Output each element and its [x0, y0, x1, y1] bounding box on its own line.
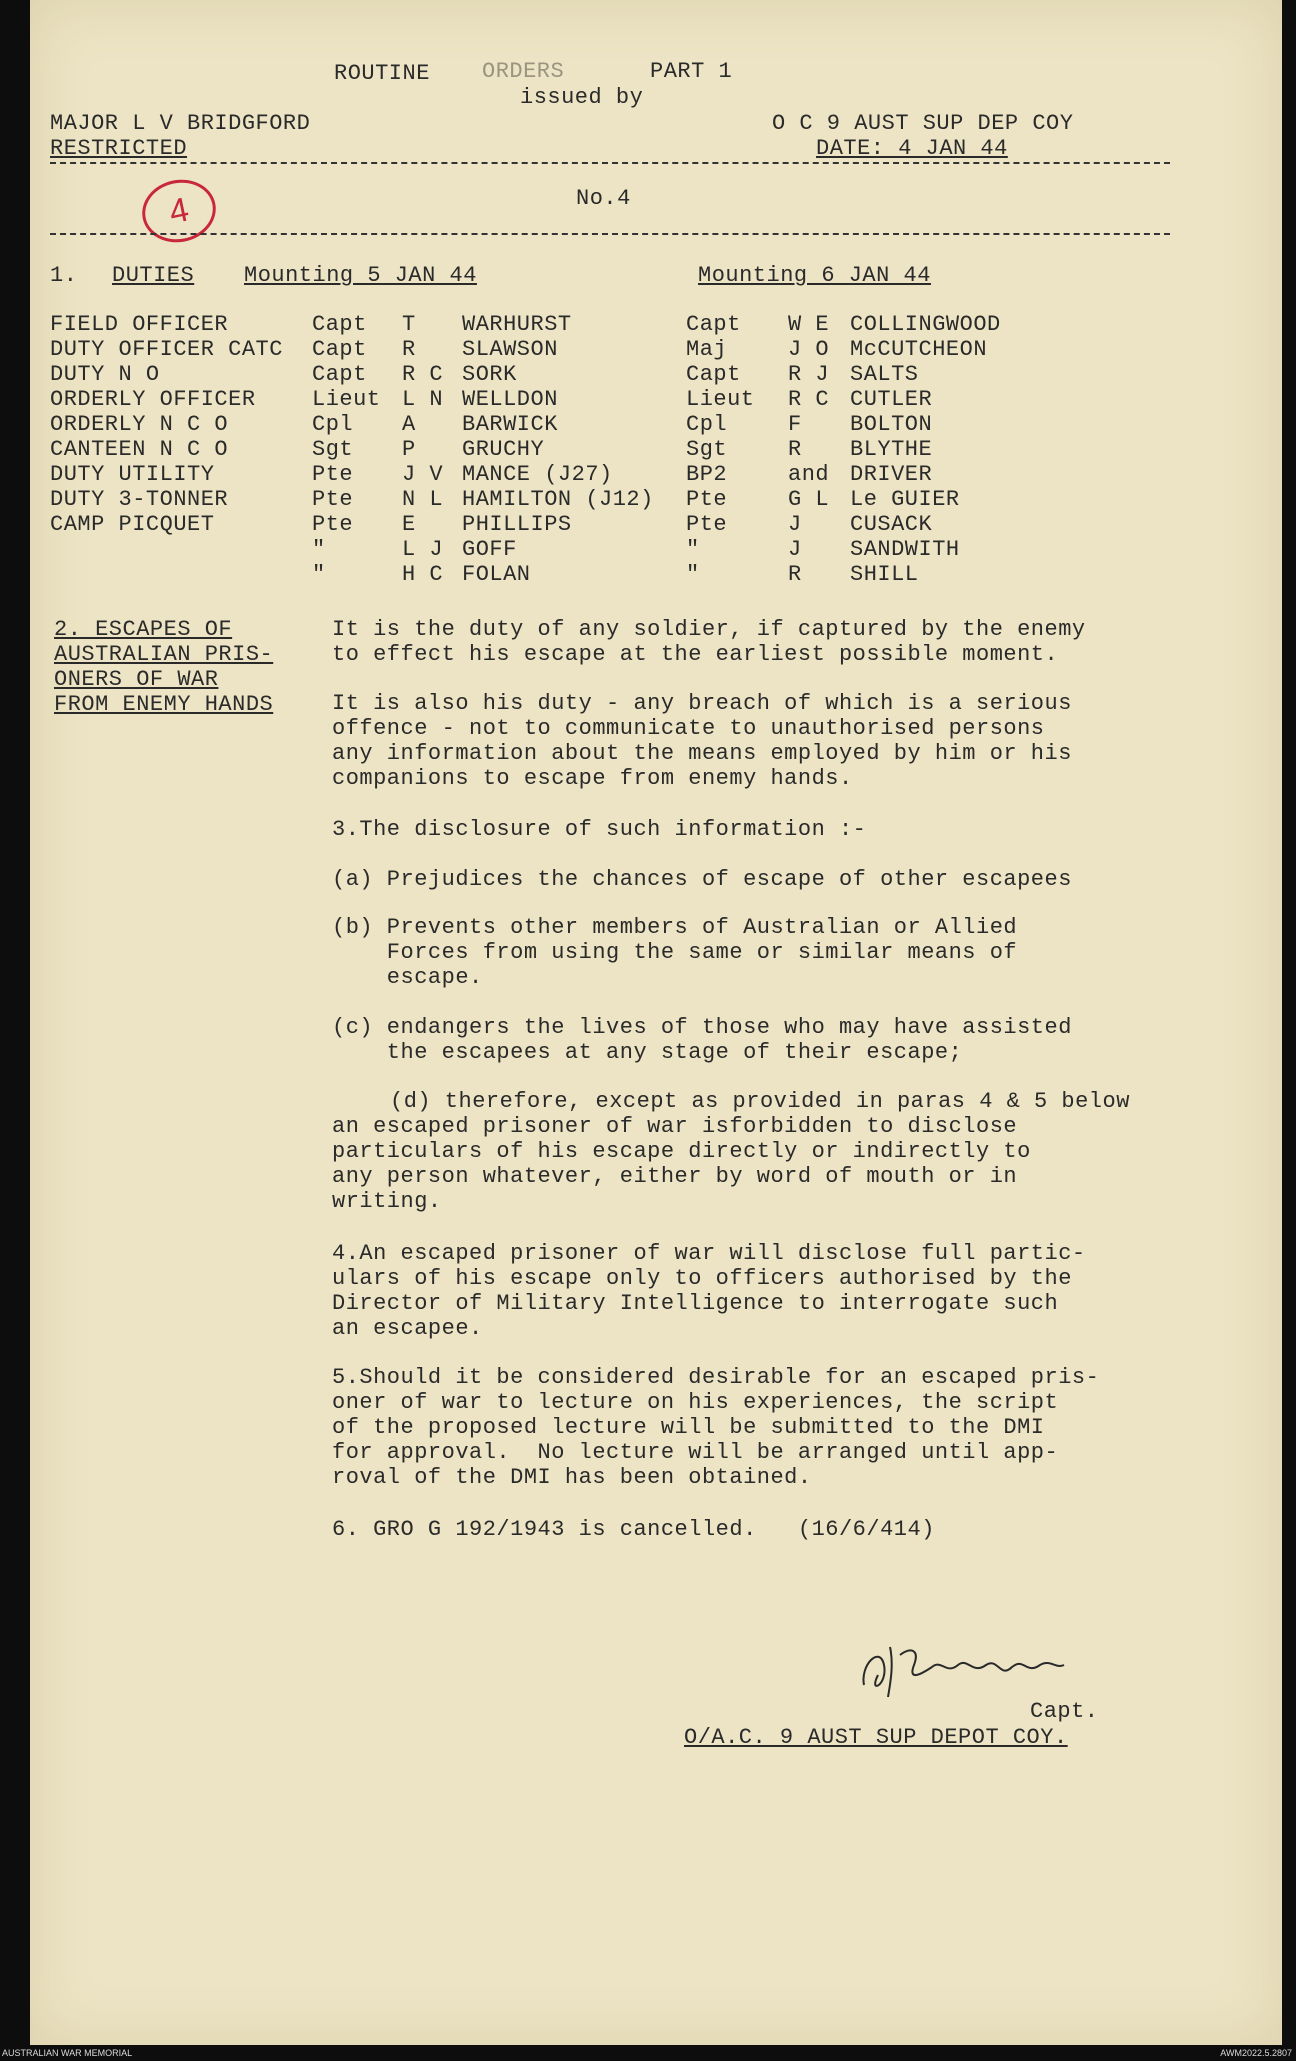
para-5-line: for approval. No lecture will be arranged until app- — [332, 1440, 1059, 1465]
rank-day-1: Cpl — [312, 412, 354, 437]
para-d-line: (d) therefore, except as provided in paras 4 & 5 below — [390, 1089, 1130, 1114]
name-day-1: WELLDON — [462, 387, 558, 412]
para-d-line: particulars of his escape directly or indirectly to — [332, 1139, 1031, 1164]
para-2-line: It is also his duty - any breach of which is a serious — [332, 691, 1072, 716]
rank-day-2: " — [686, 562, 700, 587]
orders-label: ORDERS — [482, 59, 565, 84]
name-day-2: COLLINGWOOD — [850, 312, 1001, 337]
duty-role: DUTY 3-TONNER — [50, 487, 229, 512]
part-label: PART 1 — [650, 59, 733, 84]
initials-day-1: N L — [402, 487, 444, 512]
initials-day-1: R C — [402, 362, 444, 387]
para-d-line: any person whatever, either by word of mouth or in — [332, 1164, 1018, 1189]
initials-day-2: R — [788, 437, 802, 462]
initials-day-1: H C — [402, 562, 444, 587]
initials-day-1: E — [402, 512, 416, 537]
divider-top — [50, 162, 1170, 164]
name-day-1: PHILLIPS — [462, 512, 572, 537]
para-d-line: an escaped prisoner of war isforbidden to disclose — [332, 1114, 1018, 1139]
para-b-line: Forces from using the same or similar means of — [332, 940, 1018, 965]
initials-day-1: P — [402, 437, 416, 462]
rank-day-2: Lieut — [686, 387, 755, 412]
duty-role: FIELD OFFICER — [50, 312, 229, 337]
duty-role: DUTY OFFICER CATC — [50, 337, 283, 362]
para-c-line: (c) endangers the lives of those who may have assisted — [332, 1015, 1072, 1040]
oc-label: O C 9 AUST SUP DEP COY — [772, 111, 1074, 136]
name-day-1: SORK — [462, 362, 517, 387]
name-day-2: DRIVER — [850, 462, 933, 487]
rank-day-2: Pte — [686, 512, 728, 537]
rank-day-1: " — [312, 537, 326, 562]
name-day-1: HAMILTON (J12) — [462, 487, 654, 512]
escapes-heading-line-2: AUSTRALIAN PRIS- — [54, 642, 274, 667]
rank-day-2: Sgt — [686, 437, 728, 462]
escapes-heading-line-3: ONERS OF WAR — [54, 667, 219, 692]
initials-day-1: L N — [402, 387, 444, 412]
para-b-line: (b) Prevents other members of Australian or Allied — [332, 915, 1018, 940]
initials-day-1: J V — [402, 462, 444, 487]
para-c-line: the escapees at any stage of their escape; — [332, 1040, 963, 1065]
initials-day-1: R — [402, 337, 416, 362]
name-day-2: BOLTON — [850, 412, 933, 437]
initials-day-2: and — [788, 462, 830, 487]
para-a: (a) Prejudices the chances of escape of other escapees — [332, 867, 1072, 892]
rank-day-2: Capt — [686, 312, 741, 337]
rank-day-1: Capt — [312, 362, 367, 387]
name-day-1: BARWICK — [462, 412, 558, 437]
restricted-label: RESTRICTED — [50, 136, 188, 161]
para-5-line: of the proposed lecture will be submitted to the DMI — [332, 1415, 1045, 1440]
routine-label: ROUTINE — [334, 61, 430, 86]
para-4-line: Director of Military Intelligence to interrogate such — [332, 1291, 1059, 1316]
name-day-1: GRUCHY — [462, 437, 545, 462]
para-4-line: an escapee. — [332, 1316, 483, 1341]
mounting-date-2: Mounting 6 JAN 44 — [698, 263, 931, 288]
name-day-1: GOFF — [462, 537, 517, 562]
initials-day-2: F — [788, 412, 802, 437]
duty-role: DUTY UTILITY — [50, 462, 215, 487]
rank-day-1: Capt — [312, 312, 367, 337]
rank-day-1: Pte — [312, 512, 354, 537]
rank-day-1: Pte — [312, 487, 354, 512]
name-day-2: SANDWITH — [850, 537, 960, 562]
name-day-2: CUSACK — [850, 512, 933, 537]
initials-day-1: A — [402, 412, 416, 437]
initials-day-2: W E — [788, 312, 830, 337]
signature-rank: Capt. — [1030, 1699, 1099, 1724]
para-3: 3.The disclosure of such information :- — [332, 817, 867, 842]
initials-day-2: J — [788, 512, 802, 537]
red-circled-mark: 4 — [136, 173, 221, 249]
initials-day-2: R C — [788, 387, 830, 412]
para-1-line: It is the duty of any soldier, if captured by the enemy — [332, 617, 1086, 642]
name-day-1: WARHURST — [462, 312, 572, 337]
document-page — [30, 0, 1282, 2045]
duties-number: 1. — [50, 263, 78, 288]
name-day-2: Le GUIER — [850, 487, 960, 512]
initials-day-2: J O — [788, 337, 830, 362]
rank-day-2: Cpl — [686, 412, 728, 437]
name-day-2: CUTLER — [850, 387, 933, 412]
rank-day-2: BP2 — [686, 462, 728, 487]
name-day-1: FOLAN — [462, 562, 531, 587]
issued-by: issued by — [520, 85, 644, 110]
rank-day-1: Capt — [312, 337, 367, 362]
footer-left: AUSTRALIAN WAR MEMORIAL — [2, 2048, 133, 2058]
initials-day-2: G L — [788, 487, 830, 512]
initials-day-1: T — [402, 312, 416, 337]
rank-day-2: " — [686, 537, 700, 562]
handwritten-signature — [850, 1635, 1110, 1705]
para-5-line: 5.Should it be considered desirable for an escaped pris- — [332, 1365, 1100, 1390]
rank-day-1: Sgt — [312, 437, 354, 462]
rank-day-1: Pte — [312, 462, 354, 487]
para-b-line: escape. — [332, 965, 483, 990]
initials-day-2: J — [788, 537, 802, 562]
name-day-1: MANCE (J27) — [462, 462, 613, 487]
signature-office: O/A.C. 9 AUST SUP DEPOT COY. — [684, 1725, 1068, 1750]
para-6: 6. GRO G 192/1943 is cancelled. (16/6/414) — [332, 1517, 935, 1542]
duty-role: CAMP PICQUET — [50, 512, 215, 537]
footer-right: AWM2022.5.2807 — [1220, 2048, 1292, 2058]
rank-day-2: Capt — [686, 362, 741, 387]
initials-day-1: L J — [402, 537, 444, 562]
para-1-line: to effect his escape at the earliest possible moment. — [332, 642, 1059, 667]
para-4-line: ulars of his escape only to officers authorised by the — [332, 1266, 1072, 1291]
rank-day-2: Maj — [686, 337, 728, 362]
order-number: No.4 — [576, 186, 631, 211]
duty-role: DUTY N O — [50, 362, 160, 387]
date-label: DATE: 4 JAN 44 — [816, 136, 1008, 161]
divider-bottom — [50, 233, 1170, 235]
duty-role: ORDERLY OFFICER — [50, 387, 256, 412]
initials-day-2: R J — [788, 362, 830, 387]
para-5-line: roval of the DMI has been obtained. — [332, 1465, 812, 1490]
name-day-2: SHILL — [850, 562, 919, 587]
para-d-line: writing. — [332, 1189, 442, 1214]
duty-role: ORDERLY N C O — [50, 412, 229, 437]
initials-day-2: R — [788, 562, 802, 587]
rank-day-2: Pte — [686, 487, 728, 512]
name-day-1: SLAWSON — [462, 337, 558, 362]
escapes-heading-line-1: 2. ESCAPES OF — [54, 617, 233, 642]
mounting-date-1: Mounting 5 JAN 44 — [244, 263, 477, 288]
rank-day-1: " — [312, 562, 326, 587]
major-name: MAJOR L V BRIDGFORD — [50, 111, 311, 136]
name-day-2: SALTS — [850, 362, 919, 387]
duty-role: CANTEEN N C O — [50, 437, 229, 462]
rank-day-1: Lieut — [312, 387, 381, 412]
para-2-line: companions to escape from enemy hands. — [332, 766, 853, 791]
para-4-line: 4.An escaped prisoner of war will disclose full partic- — [332, 1241, 1086, 1266]
escapes-heading-line-4: FROM ENEMY HANDS — [54, 692, 274, 717]
para-2-line: any information about the means employed by him or his — [332, 741, 1072, 766]
para-5-line: oner of war to lecture on his experiences, the script — [332, 1390, 1059, 1415]
para-2-line: offence - not to communicate to unauthorised persons — [332, 716, 1045, 741]
name-day-2: McCUTCHEON — [850, 337, 988, 362]
duties-heading: DUTIES — [112, 263, 195, 288]
name-day-2: BLYTHE — [850, 437, 933, 462]
